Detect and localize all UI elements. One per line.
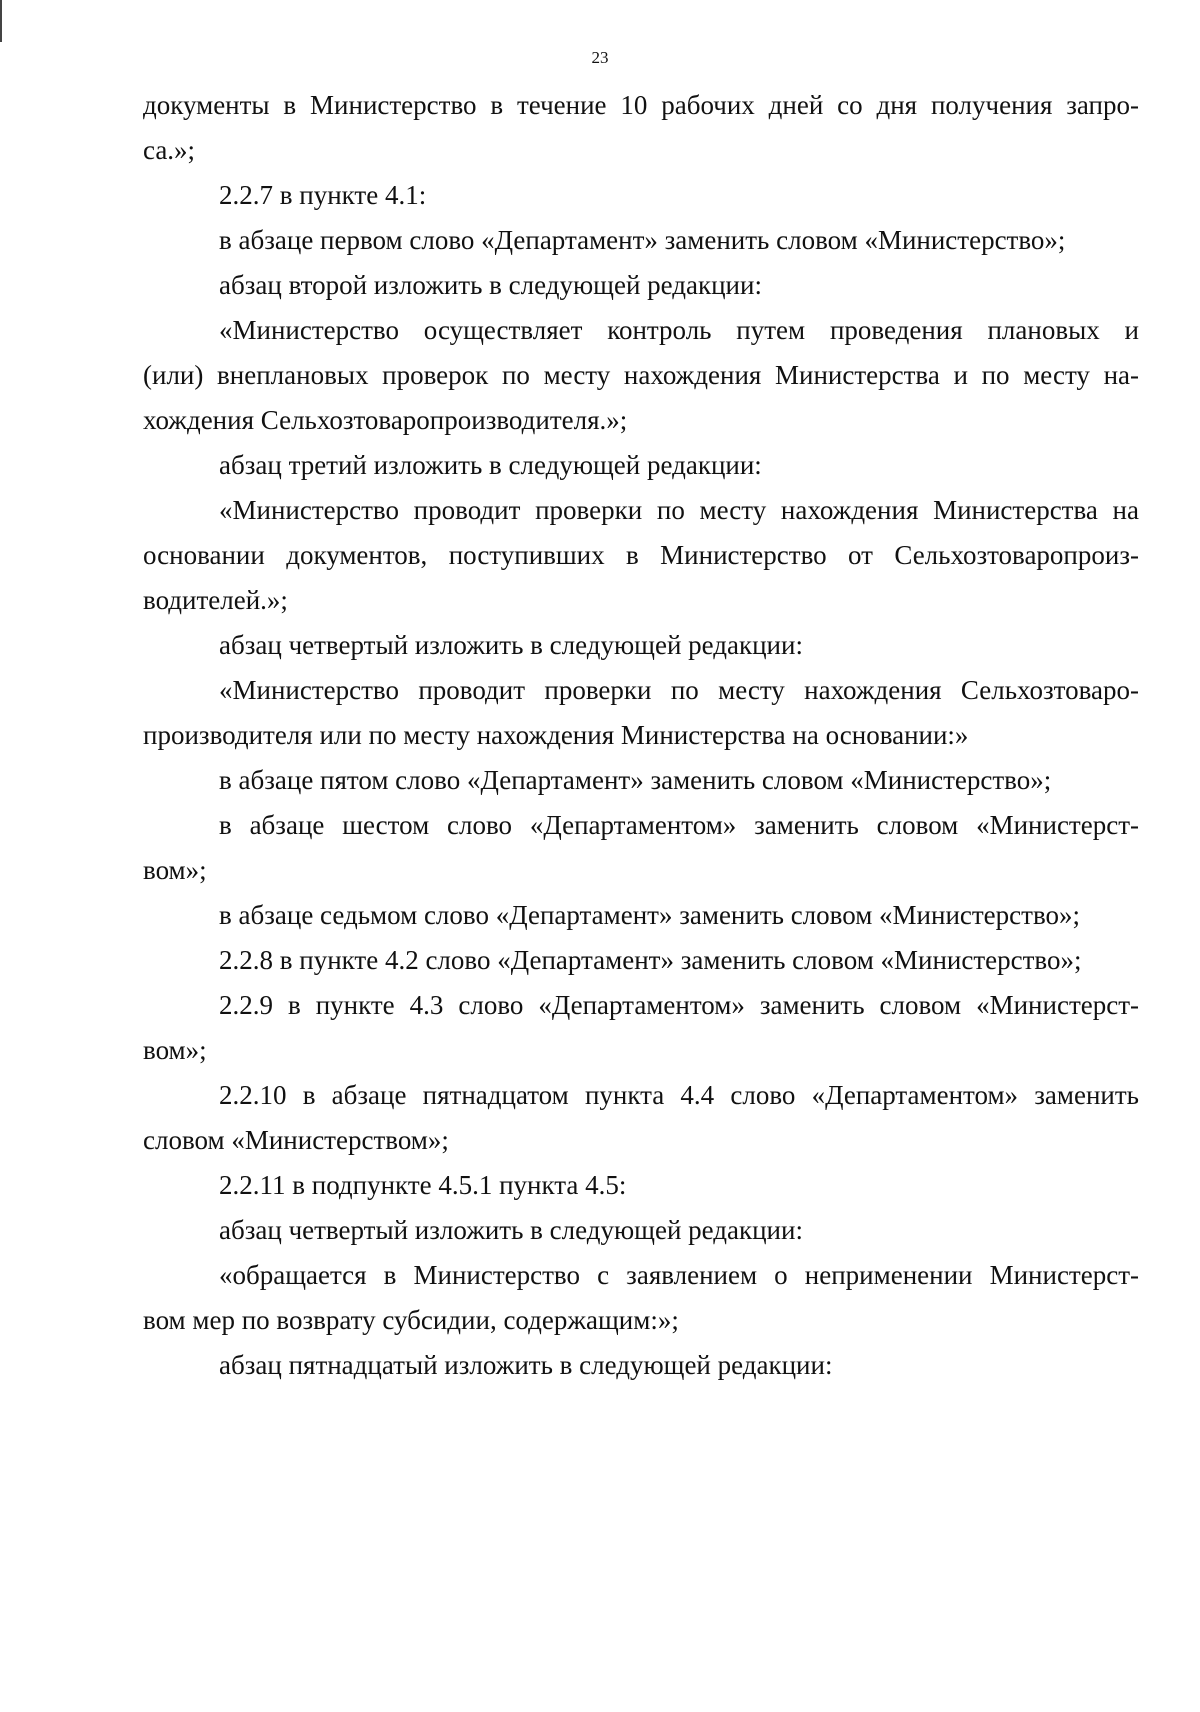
- text-line: хождения Сельхозтоваропроизводителя.»;: [143, 405, 628, 435]
- text-line: 2.2.9 в пункте 4.3 слово «Департаментом» заменить словом «Министерст-: [219, 990, 1139, 1020]
- text-line: «Министерство проводит проверки по месту нахождения Министерства на: [219, 495, 1139, 525]
- text-line: 2.2.7 в пункте 4.1:: [219, 180, 427, 210]
- text-line: словом «Министерством»;: [143, 1125, 449, 1155]
- text-line: в абзаце шестом слово «Департаментом» заменить словом «Министерст-: [219, 810, 1139, 840]
- text-line: в абзаце пятом слово «Департамент» заменить словом «Министерство»;: [219, 765, 1052, 795]
- text-line: «Министерство проводит проверки по месту нахождения Сельхозтоваро-: [219, 675, 1139, 705]
- text-line: абзац четвертый изложить в следующей редакции:: [219, 630, 803, 660]
- text-line: 2.2.11 в подпункте 4.5.1 пункта 4.5:: [219, 1170, 627, 1200]
- text-line: 2.2.8 в пункте 4.2 слово «Департамент» заменить словом «Министерство»;: [219, 945, 1082, 975]
- text-line: абзац четвертый изложить в следующей редакции:: [219, 1215, 803, 1245]
- text-line: абзац пятнадцатый изложить в следующей редакции:: [219, 1350, 833, 1380]
- text-line: абзац третий изложить в следующей редакции:: [219, 450, 762, 480]
- text-line: в абзаце седьмом слово «Департамент» заменить словом «Министерство»;: [219, 900, 1081, 930]
- text-line: документы в Министерство в течение 10 рабочих дней со дня получения запро-: [143, 90, 1139, 120]
- text-line: 2.2.10 в абзаце пятнадцатом пункта 4.4 слово «Департаментом» заменить: [219, 1080, 1139, 1110]
- text-line: са.»;: [143, 135, 196, 165]
- text-line: абзац второй изложить в следующей редакции:: [219, 270, 762, 300]
- text-line: вом»;: [143, 1035, 207, 1065]
- scan-edge-mark: [0, 0, 2, 42]
- text-line: вом мер по возврату субсидии, содержащим:»;: [143, 1305, 679, 1335]
- text-line: водителей.»;: [143, 585, 288, 615]
- text-line: основании документов, поступивших в Министерство от Сельхозтоваропроиз-: [143, 540, 1139, 570]
- text-line: (или) внеплановых проверок по месту нахождения Министерства и по месту на-: [143, 360, 1139, 390]
- text-line: «обращается в Министерство с заявлением о неприменении Министерст-: [219, 1260, 1139, 1290]
- text-line: вом»;: [143, 855, 207, 885]
- text-line: производителя или по месту нахождения Министерства на основании:»: [143, 720, 969, 750]
- text-line: «Министерство осуществляет контроль путем проведения плановых и: [219, 315, 1139, 345]
- page-number: 23: [591, 48, 609, 67]
- text-line: в абзаце первом слово «Департамент» заменить словом «Министерство»;: [219, 225, 1066, 255]
